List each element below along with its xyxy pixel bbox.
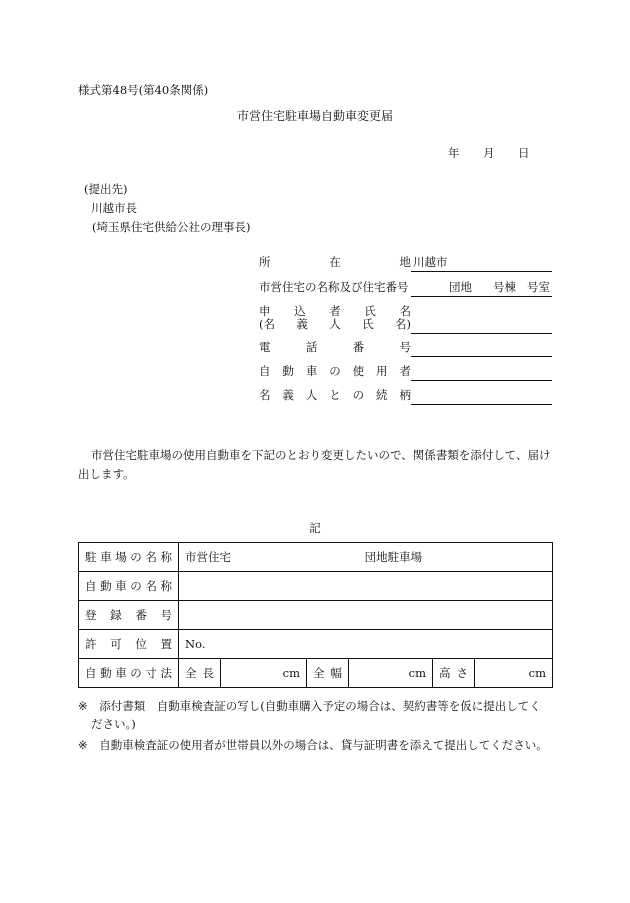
note-1 — [78, 698, 541, 714]
parking-suffix: 団地駐車場 — [364, 550, 423, 564]
table-row — [79, 601, 553, 630]
housing-danchi: 団地 — [449, 280, 472, 294]
car-name-label: 自 動 車 の 名 称 — [79, 572, 179, 601]
date-year-label: 年 — [448, 146, 460, 160]
car-user-label: 自 動 車 の 使 用 者 — [259, 364, 411, 378]
note-1-continued: ださい。) — [91, 717, 136, 731]
note-2-text: 自動車検査証の使用者が世帯員以外の場合は、貸与証明書を添えて提出してください。 — [99, 738, 548, 752]
height-label: 高 さ — [433, 659, 475, 688]
form-number: 様式第48号(第40条関係) — [78, 83, 209, 97]
note-2 — [78, 737, 548, 753]
length-field[interactable]: cm — [221, 659, 307, 688]
phone-row — [259, 339, 552, 357]
recipient-label: (提出先) — [84, 182, 128, 196]
table-row — [79, 659, 553, 688]
width-field[interactable]: cm — [349, 659, 433, 688]
recipient-corporation: (埼玉県住宅供給公社の理事長) — [92, 220, 251, 234]
applicant-name-row — [259, 316, 552, 334]
note-1-text: 添付書類 自動車検査証の写し(自動車購入予定の場合は、契約書等を仮に提出してく — [99, 699, 541, 713]
parking-name-field[interactable] — [179, 543, 553, 572]
note-1-mark: ※ — [78, 699, 88, 713]
table-row — [79, 572, 553, 601]
housing-gou-tou: 号棟 — [493, 280, 516, 294]
phone-label: 電 話 番 号 — [259, 340, 411, 354]
housing-gou-shitsu: 号室 — [527, 280, 550, 294]
date-month-label: 月 — [483, 146, 495, 160]
parking-prefix: 市営住宅 — [185, 550, 231, 564]
housing-row — [259, 279, 552, 297]
recipient-mayor: 川越市長 — [91, 201, 137, 215]
car-user-field[interactable] — [411, 363, 552, 381]
reg-number-field[interactable] — [179, 601, 553, 630]
address-row — [259, 254, 552, 272]
applicant-name-field[interactable] — [411, 316, 552, 334]
height-field[interactable]: cm — [475, 659, 553, 688]
nominee-name-label: (名 義 人 氏 名) — [259, 317, 411, 331]
body-text-line2: 出します。 — [78, 467, 135, 481]
address-field[interactable] — [411, 254, 552, 272]
relation-label: 名 義 人 と の 続 柄 — [259, 388, 411, 402]
address-value: 川越市 — [413, 255, 448, 269]
parking-name-label: 駐 車 場 の 名 称 — [79, 543, 179, 572]
applicant-name-label-top: 申 込 者 氏 名 — [259, 304, 411, 318]
width-label: 全 幅 — [307, 659, 349, 688]
date-day-label: 日 — [518, 146, 530, 160]
form-title: 市営住宅駐車場自動車変更届 — [236, 109, 393, 123]
car-user-row — [259, 363, 552, 381]
housing-label: 市営住宅の名称及び住宅番号 — [259, 280, 409, 294]
address-label: 所 在 地 — [259, 255, 411, 269]
permit-pos-label: 許 可 位 置 — [79, 630, 179, 659]
permit-pos-field[interactable] — [179, 630, 553, 659]
phone-field[interactable] — [411, 339, 552, 357]
table-row — [79, 630, 553, 659]
reg-number-label: 登 録 番 号 — [79, 601, 179, 630]
length-label: 全 長 — [179, 659, 221, 688]
car-size-label: 自 動 車 の 寸 法 — [79, 659, 179, 688]
car-name-field[interactable] — [179, 572, 553, 601]
permit-no-prefix: No. — [185, 637, 206, 651]
vehicle-table — [78, 542, 553, 688]
housing-field[interactable] — [411, 279, 552, 297]
relation-field[interactable] — [411, 387, 552, 405]
relation-row — [259, 387, 552, 405]
table-row — [79, 543, 553, 572]
note-2-mark: ※ — [78, 738, 88, 752]
ki-heading: 記 — [309, 521, 321, 535]
body-text-line1: 市営住宅駐車場の使用自動車を下記のとおり変更したいので、関係書類を添付して、届け — [91, 448, 551, 462]
